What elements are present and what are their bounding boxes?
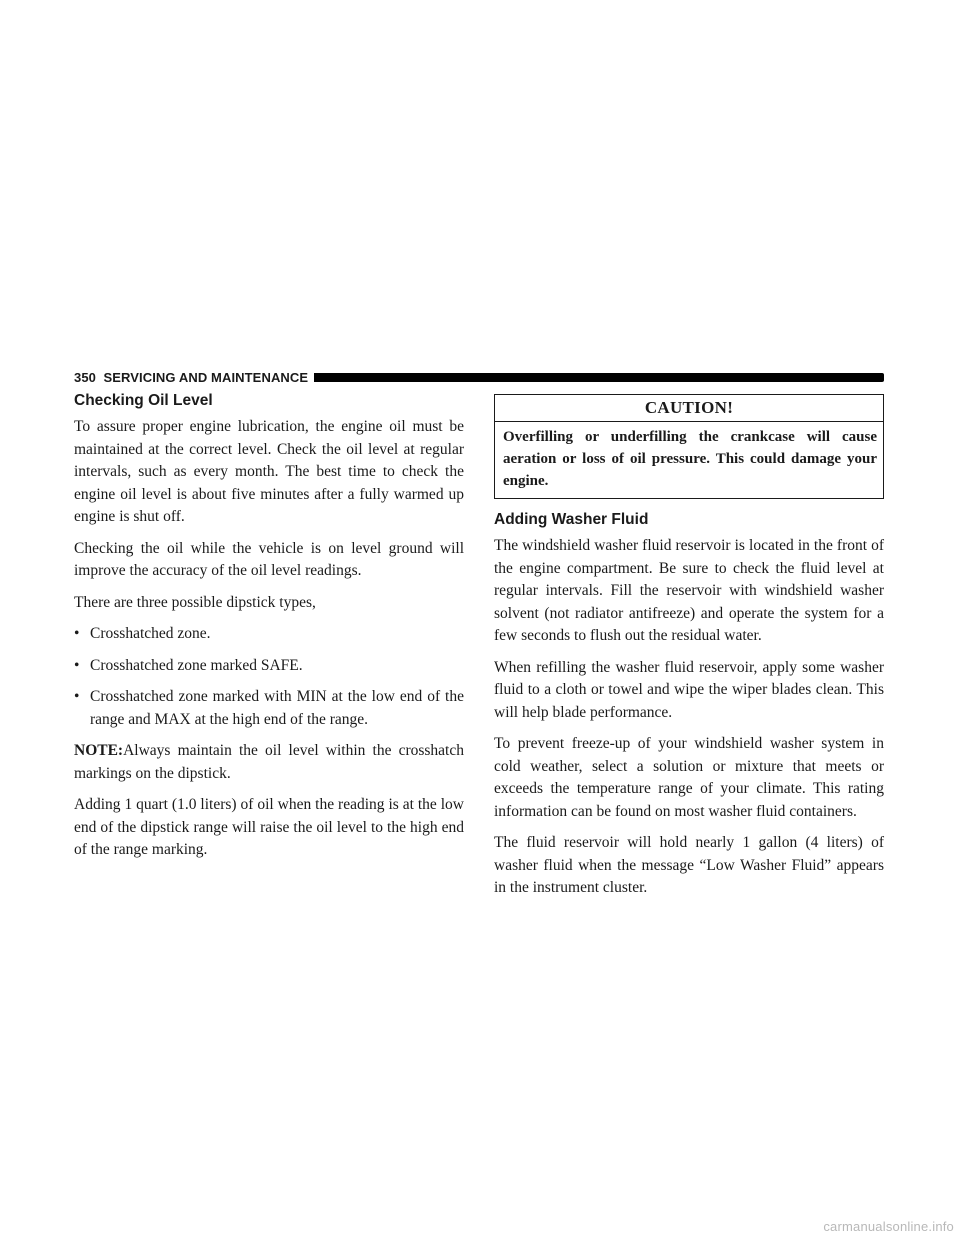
list-item-text: Crosshatched zone marked with MIN at the low end of the range and MAX at the high end of the range.	[90, 688, 464, 728]
caution-title: CAUTION!	[495, 395, 883, 422]
header-bar	[314, 373, 884, 382]
watermark-logo: carmanualsonline.info	[823, 1219, 954, 1234]
paragraph: To assure proper engine lubrication, the engine oil must be maintained at the correct level. Check the oil level at regular intervals, such as every month. The best time to check the engine oil level is about five minutes after a fully warmed up engine is shut off.	[74, 418, 464, 525]
paragraph: To prevent freeze-up of your windshield washer system in cold weather, select a solution or mixture that meets or exceeds the temperature range of your climate. This rating information can be found on most washer fluid containers.	[494, 735, 884, 820]
list-item-text: Crosshatched zone marked SAFE.	[90, 656, 303, 674]
bullet-icon: •	[74, 625, 80, 642]
note-text: Always maintain the oil level within the crosshatch markings on the dipstick.	[74, 742, 464, 782]
right-column	[494, 392, 884, 909]
page-number: 350	[74, 370, 96, 385]
paragraph: There are three possible dipstick types,	[74, 593, 316, 611]
note-label: NOTE:	[74, 742, 124, 759]
bullet-icon: •	[74, 688, 80, 705]
paragraph: Adding 1 quart (1.0 liters) of oil when the reading is at the low end of the dipstick range will raise the oil level to the high end of the range marking.	[74, 796, 464, 858]
adding-washer-fluid-heading: Adding Washer Fluid	[494, 511, 649, 528]
paragraph: The windshield washer fluid reservoir is located in the front of the engine compartment. Be sure to check the fluid level at regular intervals. Fill the reservoir with windshield washer solvent (not radiator antifreeze) and operate the system for a few seconds to flush out the residual water.	[494, 537, 884, 644]
note-paragraph	[74, 740, 464, 785]
caution-box	[494, 394, 884, 499]
dipstick-types-list	[74, 623, 464, 731]
caution-text: Overfilling or underfilling the crankcase will cause aeration or loss of oil pressure. This could damage your engine.	[503, 429, 877, 489]
list-item	[74, 686, 464, 731]
page-header-text	[74, 370, 308, 386]
paragraph: The fluid reservoir will hold nearly 1 gallon (4 liters) of washer fluid when the message “Low Washer Fluid” appears in the instrument cluster.	[494, 834, 884, 896]
page-header	[74, 370, 884, 386]
left-column	[74, 392, 464, 871]
paragraph: Checking the oil while the vehicle is on level ground will improve the accuracy of the oil level readings.	[74, 539, 464, 579]
list-item-text: Crosshatched zone.	[90, 625, 211, 642]
checking-oil-level-heading: Checking Oil Level	[74, 392, 213, 409]
paragraph: When refilling the washer fluid reservoir, apply some washer fluid to a cloth or towel and wipe the wiper blades clean. This will help blade performance.	[494, 658, 884, 721]
list-item	[74, 655, 464, 678]
bullet-icon: •	[74, 656, 80, 674]
list-item	[74, 623, 464, 646]
section-title: SERVICING AND MAINTENANCE	[103, 370, 309, 385]
